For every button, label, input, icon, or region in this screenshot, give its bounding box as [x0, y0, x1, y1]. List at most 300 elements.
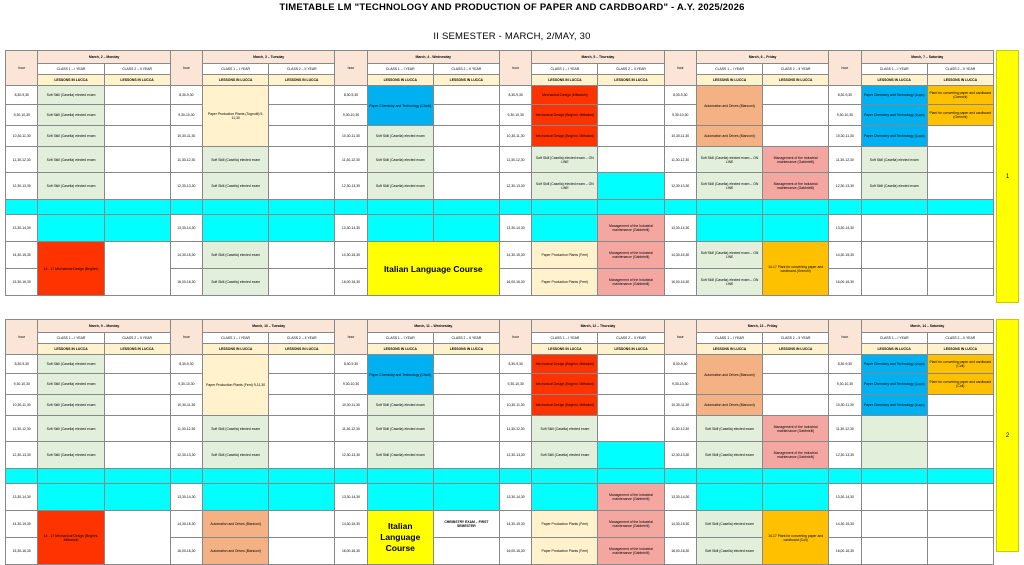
break-cell: [696, 200, 762, 215]
table-row: [6, 126, 994, 147]
lesson-cell: [104, 416, 170, 442]
class-header: CLASS 2 – II YEAR: [269, 333, 335, 344]
hour-cell: 9,30-10,30: [6, 374, 38, 395]
page-title: TIMETABLE LM "TECHNOLOGY AND PRODUCTION OF PAPER AND CARDBOARD" - A.Y. 2025/2026: [279, 2, 745, 13]
lesson-cell: [696, 215, 762, 242]
lesson-cell: Soft Skill (Casella) elected exam – ON LINE: [532, 147, 598, 173]
hour-cell: 16,00-16,30: [170, 538, 202, 565]
lesson-cell: Soft Skill (Casella) elected exam: [203, 416, 269, 442]
lesson-cell: Management of the Industrial maintenance (Gabbrielli): [598, 538, 664, 565]
lesson-cell: [104, 484, 170, 511]
lesson-cell: [927, 511, 993, 538]
class-header: CLASS 2 – II YEAR: [104, 64, 170, 75]
class-header: CLASS 2 – II YEAR: [927, 64, 993, 75]
lessons-label: LESSONS IN LUCCA: [269, 75, 335, 86]
break-cell: [38, 469, 104, 484]
lesson-cell: [104, 126, 170, 147]
lesson-cell: [269, 395, 335, 416]
lesson-cell: Soft Skill (Casella) elected exam: [203, 147, 269, 173]
lesson-cell: Italian Language Course: [367, 511, 433, 565]
day-header: March, 12 – Thursday: [532, 320, 664, 333]
lesson-cell: [104, 442, 170, 469]
lesson-cell: [433, 395, 499, 416]
table-row: [6, 173, 994, 200]
lesson-cell: Paper Chemistry and Technology (Lupo): [861, 105, 927, 126]
hour-cell: 12,30-13,30: [664, 442, 696, 469]
hour-cell: 8,30-9,30: [6, 355, 38, 374]
hour-cell: 12,30-13,30: [170, 442, 202, 469]
table-row: [6, 511, 994, 538]
lesson-cell: Soft Skill (Casella) elected exam: [38, 355, 104, 374]
hour-cell: 10,30-11,30: [829, 126, 861, 147]
day-header: March, 4 - Wednesday: [367, 51, 499, 64]
hour-cell: 9,30-10,30: [335, 105, 367, 126]
lesson-cell: [367, 215, 433, 242]
hour-cell: 14,30-15,30: [170, 242, 202, 269]
hour-cell: 9,30-10,30: [170, 374, 202, 395]
break-cell: [532, 200, 598, 215]
lesson-cell: Plant for converting paper and cardboard (Grenchi): [927, 86, 993, 105]
lesson-cell: [927, 484, 993, 511]
lesson-cell: [433, 374, 499, 395]
hour-cell: 13,30-14,30: [6, 215, 38, 242]
hour-cell: 13,30-14,30: [170, 484, 202, 511]
hour-cell: 14,30-15,30: [499, 511, 531, 538]
hour-cell: 16,00-16,30: [829, 269, 861, 296]
lesson-cell: [269, 538, 335, 565]
lesson-cell: [433, 105, 499, 126]
lesson-cell: [598, 355, 664, 374]
lesson-cell: [598, 105, 664, 126]
lesson-cell: [433, 442, 499, 469]
lesson-cell: Soft Skill (Casella) elected exam: [532, 442, 598, 469]
class-header: CLASS 1 – I YEAR: [861, 64, 927, 75]
hour-header: hour: [829, 320, 861, 355]
lessons-label: LESSONS IN LUCCA: [104, 75, 170, 86]
lesson-cell: Soft Skill (Casella) elected exam: [697, 416, 763, 442]
lesson-cell: [763, 484, 829, 511]
break-cell: [927, 469, 993, 484]
hour-cell: 9,30-10,30: [829, 374, 861, 395]
lesson-cell: [433, 147, 499, 173]
lesson-cell: Soft Skill (Casella) elected exam: [38, 105, 104, 126]
lesson-cell: Soft Skill (Casella) elected exam: [367, 173, 433, 200]
hour-header: hour: [499, 320, 531, 355]
lesson-cell: [104, 355, 170, 374]
break-cell: [598, 469, 664, 484]
lessons-label: LESSONS IN LUCCA: [861, 75, 927, 86]
lesson-cell: Soft Skill (Casella) elected exam: [367, 416, 433, 442]
lesson-cell: Mechanical Design (Beghini, Mitbaloni): [532, 126, 598, 147]
lesson-cell: [697, 484, 763, 511]
hour-header: hour: [335, 320, 367, 355]
lesson-cell: [763, 374, 829, 395]
hour-cell: 11,30-12,30: [6, 147, 38, 173]
break-cell: [861, 200, 927, 215]
lesson-cell: [269, 215, 335, 242]
lesson-cell: [104, 173, 170, 200]
lesson-cell: Automation and Drives (Bianconi): [696, 86, 762, 126]
hour-cell: 13,30-14,30: [335, 215, 367, 242]
day-header: March, 3 – Tuesday: [203, 51, 335, 64]
hour-cell: 12,30-13,30: [499, 173, 531, 200]
lesson-cell: Soft Skill (Casella) elected exam – ON LINE: [696, 173, 762, 200]
class-header: CLASS 2 – II YEAR: [433, 64, 499, 75]
break-cell: [499, 200, 531, 215]
hour-cell: 12,30-13,30: [499, 442, 531, 469]
lessons-label: LESSONS IN LUCCA: [38, 344, 104, 355]
lesson-cell: Soft Skill (Casella) elected exam: [38, 374, 104, 395]
hour-cell: 13,30-14,30: [664, 215, 696, 242]
hour-cell: 8,30-9,30: [335, 86, 367, 105]
lesson-cell: CHEMISTRY EXAM – FIRST SEMESTER: [433, 511, 499, 538]
lesson-cell: Paper Chemistry and Technology (Lupo): [861, 355, 927, 374]
lesson-cell: [38, 484, 104, 511]
break-cell: [598, 200, 664, 215]
class-header: CLASS 1 – I YEAR: [532, 333, 598, 344]
hour-cell: 10,30-11,30: [664, 126, 696, 147]
lesson-cell: [433, 215, 499, 242]
class-header: CLASS 2 – II YEAR: [927, 333, 993, 344]
hour-cell: 16,00-16,30: [664, 269, 696, 296]
hour-cell: 14,30-15,30: [170, 511, 202, 538]
lessons-label: LESSONS IN LUCCA: [532, 75, 598, 86]
lesson-cell: [763, 105, 829, 126]
class-header: CLASS 1 – I YEAR: [38, 333, 104, 344]
hour-cell: 9,30-10,30: [335, 374, 367, 395]
table-row: [6, 242, 994, 269]
hour-cell: 10,30-11,30: [170, 126, 202, 147]
break-cell: [433, 200, 499, 215]
table-row: [6, 215, 994, 242]
lesson-cell: [598, 173, 664, 200]
week-number-marker: 2: [996, 319, 1019, 552]
lesson-cell: Plant for converting paper and cardboard (Coli): [927, 355, 993, 374]
day-header: March, 10 – Tuesday: [203, 320, 335, 333]
lesson-cell: Mechanical Design (Beghini, Mitbaloni): [532, 374, 598, 395]
hour-header: hour: [170, 320, 202, 355]
break-cell: [104, 200, 170, 215]
table-row: [6, 395, 994, 416]
hour-cell: 16,00-16,30: [499, 538, 531, 565]
lessons-label: LESSONS IN LUCCA: [532, 344, 598, 355]
lesson-cell: [927, 269, 993, 296]
lessons-label: LESSONS IN LUCCA: [763, 344, 829, 355]
break-row: [6, 469, 994, 484]
lesson-cell: [763, 126, 829, 147]
lesson-cell: Soft Skill (Casella) elected exam – ON LINE: [696, 269, 762, 296]
lessons-label: LESSONS IN LUCCA: [697, 344, 763, 355]
lesson-cell: Paper Production Plants (Ferri): [532, 269, 598, 296]
lesson-cell: Paper Production Plants (Ferri): [532, 538, 598, 565]
hour-cell: 11,30-12,30: [170, 147, 202, 173]
lesson-cell: [104, 374, 170, 395]
lesson-cell: [861, 416, 927, 442]
class-header: CLASS 2 – II YEAR: [763, 64, 829, 75]
lesson-cell: Automation and Drives (Bianconi): [203, 538, 269, 565]
day-header: March, 14 – Saturday: [861, 320, 993, 333]
day-header: March, 5 – Thursday: [532, 51, 664, 64]
hour-cell: 10,30-11,30: [829, 395, 861, 416]
break-cell: [269, 200, 335, 215]
class-header: CLASS 1 – I YEAR: [203, 64, 269, 75]
lesson-cell: [269, 511, 335, 538]
lesson-cell: [104, 105, 170, 126]
table-row: [6, 86, 994, 105]
lesson-cell: Paper Chemistry and Technology (Chiofi): [367, 355, 433, 395]
day-header: March, 6 – Friday: [696, 51, 828, 64]
lesson-cell: [104, 86, 170, 105]
lesson-cell: Soft Skill (Casella) elected exam: [38, 395, 104, 416]
lesson-cell: Paper Chemistry and Technology (Chiofi): [367, 86, 433, 126]
day-header: March, 11 – Wednesday: [367, 320, 499, 333]
lesson-cell: [38, 215, 104, 242]
hour-cell: 14,30-15,30: [335, 511, 367, 538]
class-header: CLASS 1 – I YEAR: [696, 64, 762, 75]
lesson-cell: [433, 538, 499, 565]
table-row: [6, 416, 994, 442]
lesson-cell: Paper Chemistry and Technology (Lupo): [861, 86, 927, 105]
lesson-cell: [763, 86, 829, 105]
hour-cell: 12,30-13,30: [664, 173, 696, 200]
break-cell: [170, 200, 202, 215]
hour-header: hour: [335, 51, 367, 86]
hour-cell: 15,30-16,30: [6, 269, 38, 296]
lesson-cell: [861, 442, 927, 469]
lesson-cell: [861, 269, 927, 296]
lessons-label: LESSONS IN LUCCA: [38, 75, 104, 86]
break-cell: [104, 469, 170, 484]
hour-cell: 10,30-11,30: [6, 395, 38, 416]
lessons-label: LESSONS IN LUCCA: [367, 75, 433, 86]
lesson-cell: Soft Skill (Casella) elected exam: [367, 147, 433, 173]
lesson-cell: Soft Skill (Casella) elected exam: [38, 416, 104, 442]
hour-header: hour: [6, 320, 38, 355]
lesson-cell: [104, 395, 170, 416]
lesson-cell: Soft Skill (Casella) elected exam – ON LINE: [696, 242, 762, 269]
lessons-label: LESSONS IN LUCCA: [927, 75, 993, 86]
lessons-label: LESSONS IN LUCCA: [104, 344, 170, 355]
table-row: [6, 51, 994, 64]
lesson-cell: 14-17 Plant for converting paper and cardboard (Grenchi): [763, 242, 829, 296]
break-cell: [664, 469, 696, 484]
lesson-cell: [269, 442, 335, 469]
lesson-cell: Soft Skill (Casella) elected exam: [38, 442, 104, 469]
break-row: [6, 200, 994, 215]
hour-cell: 13,30-14,30: [829, 215, 861, 242]
week-timetable: [5, 50, 994, 296]
hour-cell: 12,30-13,30: [335, 173, 367, 200]
break-cell: [38, 200, 104, 215]
lesson-cell: [927, 538, 993, 565]
lesson-cell: Soft Skill (Casella) elected exam: [532, 416, 598, 442]
hour-cell: 12,30-13,30: [6, 173, 38, 200]
hour-cell: 16,00-16,30: [170, 269, 202, 296]
lesson-cell: [367, 484, 433, 511]
lesson-cell: [269, 416, 335, 442]
lessons-label: LESSONS IN LUCCA: [861, 344, 927, 355]
table-row: [6, 355, 994, 374]
hour-cell: 14,30-15,30: [829, 242, 861, 269]
break-cell: [269, 469, 335, 484]
lesson-cell: [861, 511, 927, 538]
hour-cell: 14,30-15,30: [6, 511, 38, 538]
lesson-cell: [927, 215, 993, 242]
hour-cell: 11,30-12,30: [335, 416, 367, 442]
lesson-cell: Soft Skill (Casella) elected exam: [203, 269, 269, 296]
lesson-cell: Management of the Industrial maintenance (Gabbrielli): [598, 242, 664, 269]
class-header: CLASS 2 – II YEAR: [433, 333, 499, 344]
hour-cell: 14,30-15,30: [829, 511, 861, 538]
break-cell: [763, 200, 829, 215]
table-row: [6, 442, 994, 469]
lesson-cell: [269, 105, 335, 126]
lesson-cell: 14 - 17 Mechanical Design (Beghini): [38, 242, 104, 296]
hour-cell: 13,30-14,30: [6, 484, 38, 511]
class-header: CLASS 2 – II YEAR: [598, 333, 664, 344]
hour-cell: 13,30-14,30: [499, 215, 531, 242]
week-timetable: [5, 319, 994, 565]
class-header: CLASS 1 – I YEAR: [697, 333, 763, 344]
hour-cell: 11,30-12,30: [829, 147, 861, 173]
lesson-cell: Management of the Industrial maintenance (Gabbrielli): [763, 416, 829, 442]
lessons-label: LESSONS IN LUCCA: [598, 344, 664, 355]
lesson-cell: Mechanical Design (Beghini, Mitbaloni): [532, 105, 598, 126]
lesson-cell: [269, 374, 335, 395]
class-header: CLASS 1 – I YEAR: [532, 64, 598, 75]
class-header: CLASS 2 – II YEAR: [104, 333, 170, 344]
class-header: CLASS 2 – II YEAR: [269, 64, 335, 75]
lesson-cell: [269, 173, 335, 200]
hour-cell: 12,30-13,30: [170, 173, 202, 200]
lesson-cell: [763, 355, 829, 374]
hour-cell: 10,30-11,30: [499, 395, 531, 416]
hour-cell: 14,30-15,30: [6, 242, 38, 269]
day-header: March, 13 – Friday: [697, 320, 829, 333]
break-cell: [6, 200, 38, 215]
break-cell: [829, 200, 861, 215]
lesson-cell: Mechanical Design (Mitbaloni): [532, 86, 598, 105]
hour-cell: 10,30-11,30: [664, 395, 696, 416]
hour-cell: 8,30-9,30: [170, 355, 202, 374]
lesson-cell: [861, 538, 927, 565]
hour-cell: 15,30-16,30: [6, 538, 38, 565]
hour-header: hour: [664, 51, 696, 86]
lesson-cell: Management of the Industrial maintenance (Gabbrielli): [598, 484, 664, 511]
lesson-cell: [927, 126, 993, 147]
lesson-cell: [598, 147, 664, 173]
lesson-cell: [269, 242, 335, 269]
hour-cell: 13,30-14,30: [664, 484, 696, 511]
class-header: CLASS 2 – II YEAR: [598, 64, 664, 75]
lessons-label: LESSONS IN LUCCA: [598, 75, 664, 86]
lesson-cell: 14-17 Plant for converting paper and cardboard (Coli): [763, 511, 829, 565]
hour-cell: 14,30-15,30: [664, 242, 696, 269]
lesson-cell: Soft Skill (Casella) elected exam: [367, 395, 433, 416]
lesson-cell: Mechanical Design (Beghini, Mitbaloni): [532, 355, 598, 374]
hour-cell: 8,30-9,30: [6, 86, 38, 105]
hour-cell: 11,30-12,30: [170, 416, 202, 442]
hour-header: hour: [499, 51, 531, 86]
day-header: March, 2 – Monday: [38, 51, 170, 64]
lesson-cell: Paper Chemistry and Technology (Lupo): [861, 395, 927, 416]
lesson-cell: Soft Skill (Casella) elected exam: [38, 126, 104, 147]
lesson-cell: [269, 269, 335, 296]
lesson-cell: Automation and Drives (Bianconi): [697, 395, 763, 416]
lesson-cell: [269, 86, 335, 105]
hour-cell: 9,30-10,30: [6, 105, 38, 126]
lesson-cell: Management of the Industrial maintenance (Gabbrielli): [763, 173, 829, 200]
page-subtitle: II SEMESTER - MARCH, 2/MAY, 30: [433, 31, 591, 42]
hour-cell: 11,30-12,30: [499, 416, 531, 442]
hour-cell: 11,30-12,30: [664, 147, 696, 173]
lesson-cell: [269, 484, 335, 511]
break-cell: [203, 469, 269, 484]
lesson-cell: Soft Skill (Casella) elected exam: [38, 86, 104, 105]
lesson-cell: [598, 395, 664, 416]
hour-cell: 8,30-9,30: [829, 86, 861, 105]
hour-cell: 12,30-13,30: [829, 173, 861, 200]
break-cell: [335, 200, 367, 215]
break-cell: [499, 469, 531, 484]
break-cell: [367, 469, 433, 484]
lesson-cell: [104, 147, 170, 173]
lesson-cell: Paper Chemistry and Technology (Lupo): [861, 126, 927, 147]
lesson-cell: 14 - 17 Mechanical Design (Beghini, Mitbaloni): [38, 511, 104, 565]
lessons-label: LESSONS IN LUCCA: [367, 344, 433, 355]
lesson-cell: Soft Skill (Casella) elected exam: [861, 173, 927, 200]
hour-cell: 8,30-9,30: [335, 355, 367, 374]
lesson-cell: [269, 147, 335, 173]
lesson-cell: [433, 86, 499, 105]
lesson-cell: [532, 484, 598, 511]
lesson-cell: [433, 355, 499, 374]
break-cell: [367, 200, 433, 215]
lesson-cell: Soft Skill (Casella) elected exam: [203, 442, 269, 469]
lesson-cell: Italian Language Course: [367, 242, 499, 296]
class-header: CLASS 1 – I YEAR: [367, 64, 433, 75]
table-row: [6, 147, 994, 173]
lesson-cell: Management of the Industrial maintenance (Gabbrielli): [598, 269, 664, 296]
week-number-marker: 1: [996, 50, 1019, 303]
hour-cell: 8,30-9,30: [664, 86, 696, 105]
lessons-label: LESSONS IN LUCCA: [203, 344, 269, 355]
lesson-cell: Management of the Industrial maintenance (Gabbrielli): [763, 442, 829, 469]
hour-cell: 16,00-16,30: [829, 538, 861, 565]
hour-cell: 8,30-9,30: [499, 355, 531, 374]
lesson-cell: [927, 242, 993, 269]
hour-cell: 8,30-9,30: [829, 355, 861, 374]
hour-cell: 9,30-10,30: [499, 105, 531, 126]
hour-cell: 16,00-16,30: [335, 269, 367, 296]
hour-cell: 14,30-15,30: [499, 242, 531, 269]
hour-cell: 10,30-11,30: [499, 126, 531, 147]
lessons-label: LESSONS IN LUCCA: [269, 344, 335, 355]
lesson-cell: Paper Chemistry and Technology (Lupo): [861, 374, 927, 395]
lesson-cell: [927, 416, 993, 442]
break-cell: [861, 469, 927, 484]
lesson-cell: Soft Skill (Casella) elected exam: [697, 442, 763, 469]
hour-cell: 14,30-15,30: [664, 511, 696, 538]
hour-cell: 11,30-12,30: [829, 416, 861, 442]
lesson-cell: Soft Skill (Casella) elected exam: [38, 147, 104, 173]
hour-cell: 8,30-9,30: [664, 355, 696, 374]
hour-cell: 13,30-14,30: [170, 215, 202, 242]
hour-cell: 16,00-16,30: [499, 269, 531, 296]
break-cell: [335, 469, 367, 484]
lesson-cell: [598, 126, 664, 147]
lesson-cell: Automation and Drives (Bianconi): [696, 126, 762, 147]
